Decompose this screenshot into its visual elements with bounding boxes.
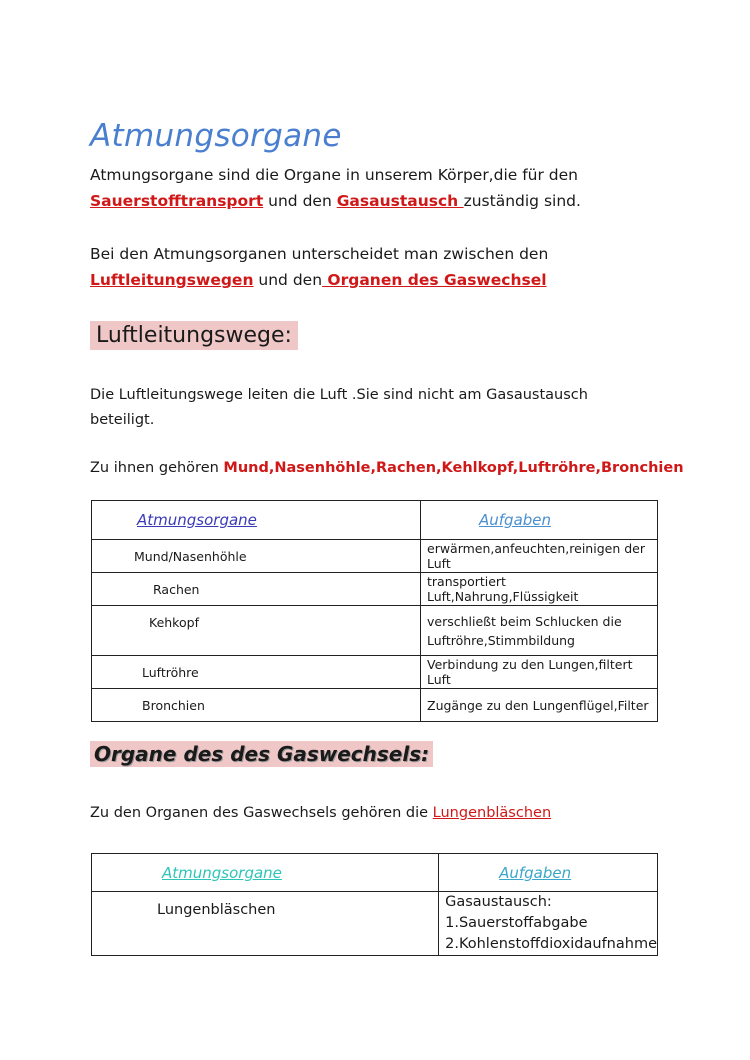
section1-text	[90, 383, 690, 433]
table-header-cell	[92, 501, 421, 540]
table-row	[92, 892, 658, 956]
task-line-2: 2.Kohlenstoffdioxidaufnahme	[445, 936, 657, 952]
intro2-mid: und den	[253, 271, 323, 289]
page-title: Atmungsorgane	[90, 118, 342, 154]
table-header-cell	[439, 854, 658, 892]
section2-text	[90, 801, 690, 826]
intro-line2	[90, 188, 690, 214]
intro-mid: und den	[263, 192, 337, 210]
table-cell-organ: Mund/Nasenhöhle	[92, 540, 421, 573]
intro2-line1: Bei den Atmungsorganen unterscheidet man zwischen den	[90, 245, 549, 263]
table-cell-organ: Bronchien	[92, 689, 421, 722]
table-cell-organ: Luftröhre	[92, 656, 421, 689]
col-header-organs: Atmungsorgane	[162, 864, 282, 882]
table-cell-organ: Lungenbläschen	[92, 892, 439, 956]
link-organe-gaswechsel: Organen des Gaswechsel	[322, 271, 547, 289]
table-row	[92, 540, 658, 573]
section2-heading: Organe des des Gaswechsels:	[90, 741, 433, 767]
link-lungenblaeschen: Lungenbläschen	[432, 805, 552, 821]
intro-line1: Atmungsorgane sind die Organe in unserem Körper,die für den	[90, 166, 579, 184]
table-cell-task: transportiert Luft,Nahrung,Flüssigkeit	[421, 573, 658, 606]
section2-prefix: Zu den Organen des Gaswechsels gehören die	[90, 805, 433, 821]
link-luftleitungswege: Luftleitungswegen	[90, 271, 254, 289]
table-header-row	[92, 854, 658, 892]
organs-table-1	[91, 500, 658, 722]
organs-table-2	[91, 853, 658, 956]
list-items: Mund,Nasenhöhle,Rachen,Kehlkopf,Luftröhre,Bronchien	[223, 460, 684, 476]
list-prefix: Zu ihnen gehören	[90, 460, 224, 476]
intro2-paragraph	[90, 241, 690, 293]
table-row	[92, 689, 658, 722]
table-cell-organ: Kehkopf	[92, 606, 421, 656]
table-header-cell	[421, 501, 658, 540]
section1-text-line1: Die Luftleitungswege leiten die Luft .Sie sind nicht am Gasaustausch	[90, 387, 588, 403]
col-header-tasks: Aufgaben	[499, 864, 572, 882]
section1-list	[90, 456, 690, 481]
section1-heading: Luftleitungswege:	[90, 321, 298, 350]
table-cell-task: Verbindung zu den Lungen,filtert Luft	[421, 656, 658, 689]
link-gasaustausch: Gasaustausch	[336, 192, 464, 210]
intro-end: zuständig sind.	[463, 192, 581, 210]
section1-text-line2: beteiligt.	[90, 412, 155, 428]
table-cell-task: verschließt beim Schlucken die Luftröhre,Stimmbildung	[421, 606, 658, 656]
col-header-organs: Atmungsorgane	[137, 511, 257, 529]
table-header-cell	[92, 854, 439, 892]
link-sauerstofftransport: Sauerstofftransport	[90, 192, 264, 210]
table-cell-task	[439, 892, 658, 956]
table-row	[92, 573, 658, 606]
task-line-1: Gasaustausch: 1.Sauerstoffabgabe	[445, 894, 588, 931]
table-row	[92, 606, 658, 656]
table-cell-task: Zugänge zu den Lungenflügel,Filter	[421, 689, 658, 722]
table-header-row	[92, 501, 658, 540]
table-cell-organ: Rachen	[92, 573, 421, 606]
intro-paragraph	[90, 162, 690, 214]
table-row	[92, 656, 658, 689]
intro2-line2	[90, 267, 690, 293]
table-cell-task: erwärmen,anfeuchten,reinigen der Luft	[421, 540, 658, 573]
col-header-tasks: Aufgaben	[479, 511, 552, 529]
